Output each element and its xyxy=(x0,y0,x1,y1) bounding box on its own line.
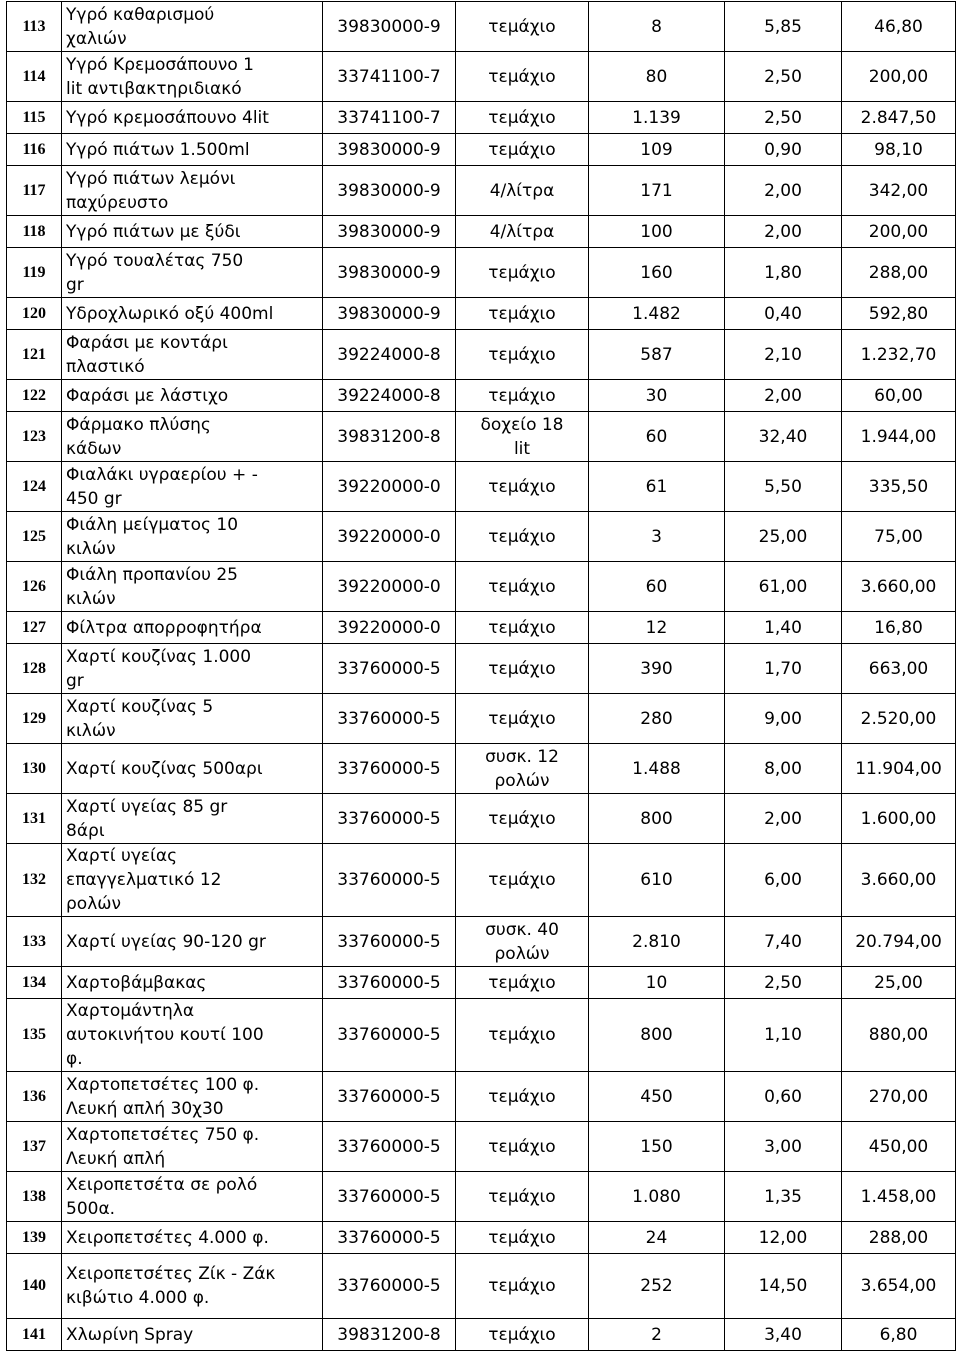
item-number: 139 xyxy=(7,1222,62,1254)
item-description: Υγρό πιάτων λεμόνι παχύρευστο xyxy=(62,166,323,216)
item-quantity: 280 xyxy=(589,694,725,744)
table-row xyxy=(7,102,956,134)
table-row xyxy=(7,216,956,248)
table-row xyxy=(7,1072,956,1122)
item-description: Φαράσι με κοντάρι πλαστικό xyxy=(62,330,323,380)
item-total: 16,80 xyxy=(842,612,956,644)
item-unit: τεμάχιο xyxy=(456,1072,589,1122)
item-number: 118 xyxy=(7,216,62,248)
item-unit-price: 0,40 xyxy=(725,298,842,330)
table-row xyxy=(7,1172,956,1222)
item-cpv-code: 39220000-0 xyxy=(323,562,456,612)
item-total: 75,00 xyxy=(842,512,956,562)
item-quantity: 60 xyxy=(589,412,725,462)
table-row xyxy=(7,844,956,917)
item-total: 3.654,00 xyxy=(842,1254,956,1319)
item-number: 141 xyxy=(7,1319,62,1351)
item-quantity: 61 xyxy=(589,462,725,512)
item-number: 123 xyxy=(7,412,62,462)
item-quantity: 24 xyxy=(589,1222,725,1254)
item-description: Υδροχλωρικό οξύ 400ml xyxy=(62,298,323,330)
item-unit: τεμάχιο xyxy=(456,462,589,512)
item-quantity: 2 xyxy=(589,1319,725,1351)
item-cpv-code: 33760000-5 xyxy=(323,1172,456,1222)
item-unit: τεμάχιο xyxy=(456,298,589,330)
item-unit-price: 12,00 xyxy=(725,1222,842,1254)
item-unit: τεμάχιο xyxy=(456,102,589,134)
table-row xyxy=(7,612,956,644)
item-unit-price: 0,90 xyxy=(725,134,842,166)
item-total: 1.944,00 xyxy=(842,412,956,462)
item-quantity: 800 xyxy=(589,999,725,1072)
item-cpv-code: 39220000-0 xyxy=(323,462,456,512)
item-unit-price: 1,10 xyxy=(725,999,842,1072)
item-description: Χαρτί κουζίνας 5 κιλών xyxy=(62,694,323,744)
item-total: 592,80 xyxy=(842,298,956,330)
item-number: 117 xyxy=(7,166,62,216)
item-unit-price: 8,00 xyxy=(725,744,842,794)
item-number: 125 xyxy=(7,512,62,562)
item-total: 1.600,00 xyxy=(842,794,956,844)
table-row xyxy=(7,1254,956,1319)
item-unit-price: 2,00 xyxy=(725,216,842,248)
item-number: 137 xyxy=(7,1122,62,1172)
item-total: 880,00 xyxy=(842,999,956,1072)
table-body xyxy=(7,2,956,1351)
item-unit-price: 6,00 xyxy=(725,844,842,917)
item-quantity: 8 xyxy=(589,2,725,52)
item-total: 6,80 xyxy=(842,1319,956,1351)
item-number: 135 xyxy=(7,999,62,1072)
item-quantity: 1.482 xyxy=(589,298,725,330)
item-cpv-code: 39830000-9 xyxy=(323,298,456,330)
item-number: 124 xyxy=(7,462,62,512)
item-quantity: 100 xyxy=(589,216,725,248)
item-description: Υγρό πιάτων 1.500ml xyxy=(62,134,323,166)
item-description: Χαρτοπετσέτες 750 φ. Λευκή απλή xyxy=(62,1122,323,1172)
item-description: Υγρό κρεμοσάπουνο 4lit xyxy=(62,102,323,134)
item-cpv-code: 33760000-5 xyxy=(323,1072,456,1122)
table-row xyxy=(7,744,956,794)
item-number: 136 xyxy=(7,1072,62,1122)
item-unit: 4/λίτρα xyxy=(456,216,589,248)
item-quantity: 30 xyxy=(589,380,725,412)
item-number: 114 xyxy=(7,52,62,102)
item-cpv-code: 39224000-8 xyxy=(323,380,456,412)
item-unit: τεμάχιο xyxy=(456,694,589,744)
item-total: 1.232,70 xyxy=(842,330,956,380)
item-unit: τεμάχιο xyxy=(456,1254,589,1319)
item-total: 60,00 xyxy=(842,380,956,412)
item-total: 25,00 xyxy=(842,967,956,999)
item-unit-price: 1,35 xyxy=(725,1172,842,1222)
item-unit-price: 3,40 xyxy=(725,1319,842,1351)
table-row xyxy=(7,134,956,166)
item-unit: τεμάχιο xyxy=(456,844,589,917)
item-number: 127 xyxy=(7,612,62,644)
table-row xyxy=(7,330,956,380)
item-unit: τεμάχιο xyxy=(456,644,589,694)
item-description: Υγρό τουαλέτας 750 gr xyxy=(62,248,323,298)
item-cpv-code: 39220000-0 xyxy=(323,512,456,562)
item-cpv-code: 33760000-5 xyxy=(323,967,456,999)
item-quantity: 109 xyxy=(589,134,725,166)
item-unit: τεμάχιο xyxy=(456,612,589,644)
item-cpv-code: 33760000-5 xyxy=(323,1222,456,1254)
item-cpv-code: 39224000-8 xyxy=(323,330,456,380)
item-quantity: 390 xyxy=(589,644,725,694)
item-number: 122 xyxy=(7,380,62,412)
item-unit-price: 2,50 xyxy=(725,52,842,102)
table-row xyxy=(7,562,956,612)
item-description: Χλωρίνη Spray xyxy=(62,1319,323,1351)
item-quantity: 10 xyxy=(589,967,725,999)
item-number: 134 xyxy=(7,967,62,999)
item-quantity: 587 xyxy=(589,330,725,380)
item-quantity: 610 xyxy=(589,844,725,917)
table-row xyxy=(7,298,956,330)
table-row xyxy=(7,380,956,412)
item-quantity: 80 xyxy=(589,52,725,102)
item-quantity: 252 xyxy=(589,1254,725,1319)
item-cpv-code: 33760000-5 xyxy=(323,917,456,967)
item-unit-price: 61,00 xyxy=(725,562,842,612)
item-unit: τεμάχιο xyxy=(456,562,589,612)
item-total: 342,00 xyxy=(842,166,956,216)
item-unit-price: 1,40 xyxy=(725,612,842,644)
item-unit-price: 2,00 xyxy=(725,380,842,412)
item-total: 450,00 xyxy=(842,1122,956,1172)
item-description: Φιαλάκι υγραερίου + - 450 gr xyxy=(62,462,323,512)
item-cpv-code: 33760000-5 xyxy=(323,844,456,917)
item-description: Χαρτί κουζίνας 500αρι xyxy=(62,744,323,794)
table-row xyxy=(7,462,956,512)
item-cpv-code: 33741100-7 xyxy=(323,102,456,134)
item-cpv-code: 33760000-5 xyxy=(323,794,456,844)
item-unit: δοχείο 18 lit xyxy=(456,412,589,462)
item-unit: τεμάχιο xyxy=(456,1319,589,1351)
item-unit: τεμάχιο xyxy=(456,380,589,412)
table-row xyxy=(7,512,956,562)
item-unit: τεμάχιο xyxy=(456,2,589,52)
item-unit: τεμάχιο xyxy=(456,1122,589,1172)
item-quantity: 160 xyxy=(589,248,725,298)
item-unit: τεμάχιο xyxy=(456,967,589,999)
item-unit-price: 5,85 xyxy=(725,2,842,52)
item-number: 132 xyxy=(7,844,62,917)
item-unit-price: 2,10 xyxy=(725,330,842,380)
item-cpv-code: 33760000-5 xyxy=(323,744,456,794)
item-description: Χαρτοβάμβακας xyxy=(62,967,323,999)
item-description: Φίλτρα απορροφητήρα xyxy=(62,612,323,644)
items-table xyxy=(6,1,956,1351)
item-unit: τεμάχιο xyxy=(456,52,589,102)
item-total: 288,00 xyxy=(842,248,956,298)
item-total: 46,80 xyxy=(842,2,956,52)
item-quantity: 800 xyxy=(589,794,725,844)
item-unit: συσκ. 12 ρολών xyxy=(456,744,589,794)
item-number: 130 xyxy=(7,744,62,794)
table-row xyxy=(7,999,956,1072)
item-cpv-code: 39830000-9 xyxy=(323,134,456,166)
item-description: Χαρτί υγείας 85 gr 8άρι xyxy=(62,794,323,844)
item-cpv-code: 33760000-5 xyxy=(323,999,456,1072)
item-unit-price: 1,80 xyxy=(725,248,842,298)
item-cpv-code: 33760000-5 xyxy=(323,644,456,694)
item-unit: τεμάχιο xyxy=(456,134,589,166)
item-description: Χαρτί κουζίνας 1.000 gr xyxy=(62,644,323,694)
item-cpv-code: 39830000-9 xyxy=(323,2,456,52)
item-unit-price: 9,00 xyxy=(725,694,842,744)
item-quantity: 1.139 xyxy=(589,102,725,134)
item-unit-price: 32,40 xyxy=(725,412,842,462)
item-quantity: 171 xyxy=(589,166,725,216)
item-total: 663,00 xyxy=(842,644,956,694)
table-row xyxy=(7,52,956,102)
item-number: 133 xyxy=(7,917,62,967)
table-row xyxy=(7,166,956,216)
item-total: 2.847,50 xyxy=(842,102,956,134)
item-description: Υγρό πιάτων με ξύδι xyxy=(62,216,323,248)
item-quantity: 3 xyxy=(589,512,725,562)
item-description: Χαρτοπετσέτες 100 φ. Λευκή απλή 30χ30 xyxy=(62,1072,323,1122)
table-row xyxy=(7,248,956,298)
item-cpv-code: 39830000-9 xyxy=(323,216,456,248)
item-total: 1.458,00 xyxy=(842,1172,956,1222)
item-description: Φάρμακο πλύσης κάδων xyxy=(62,412,323,462)
table-row xyxy=(7,694,956,744)
item-total: 20.794,00 xyxy=(842,917,956,967)
item-description: Χαρτομάντηλα αυτοκινήτου κουτί 100 φ. xyxy=(62,999,323,1072)
item-unit: τεμάχιο xyxy=(456,794,589,844)
item-unit-price: 2,00 xyxy=(725,794,842,844)
item-number: 116 xyxy=(7,134,62,166)
item-unit-price: 0,60 xyxy=(725,1072,842,1122)
item-total: 270,00 xyxy=(842,1072,956,1122)
item-unit-price: 5,50 xyxy=(725,462,842,512)
item-quantity: 2.810 xyxy=(589,917,725,967)
item-cpv-code: 33741100-7 xyxy=(323,52,456,102)
item-description: Φιάλη προπανίου 25 κιλών xyxy=(62,562,323,612)
item-total: 3.660,00 xyxy=(842,844,956,917)
item-unit: τεμάχιο xyxy=(456,512,589,562)
item-quantity: 450 xyxy=(589,1072,725,1122)
item-cpv-code: 39830000-9 xyxy=(323,248,456,298)
item-quantity: 1.488 xyxy=(589,744,725,794)
item-cpv-code: 39220000-0 xyxy=(323,612,456,644)
item-total: 335,50 xyxy=(842,462,956,512)
item-number: 115 xyxy=(7,102,62,134)
item-description: Φιάλη μείγματος 10 κιλών xyxy=(62,512,323,562)
item-quantity: 1.080 xyxy=(589,1172,725,1222)
item-unit-price: 1,70 xyxy=(725,644,842,694)
item-total: 200,00 xyxy=(842,216,956,248)
table-row xyxy=(7,1222,956,1254)
item-cpv-code: 39830000-9 xyxy=(323,166,456,216)
item-unit-price: 7,40 xyxy=(725,917,842,967)
item-cpv-code: 39831200-8 xyxy=(323,1319,456,1351)
table-row xyxy=(7,412,956,462)
item-number: 121 xyxy=(7,330,62,380)
item-number: 126 xyxy=(7,562,62,612)
table-row xyxy=(7,794,956,844)
item-total: 288,00 xyxy=(842,1222,956,1254)
item-unit-price: 14,50 xyxy=(725,1254,842,1319)
table-row xyxy=(7,2,956,52)
item-cpv-code: 33760000-5 xyxy=(323,1122,456,1172)
item-cpv-code: 33760000-5 xyxy=(323,1254,456,1319)
item-description: Υγρό Κρεμοσάπουνο 1 lit αντιβακτηριδιακό xyxy=(62,52,323,102)
item-unit: τεμάχιο xyxy=(456,1172,589,1222)
item-quantity: 150 xyxy=(589,1122,725,1172)
item-number: 119 xyxy=(7,248,62,298)
item-number: 113 xyxy=(7,2,62,52)
item-unit-price: 2,50 xyxy=(725,102,842,134)
item-unit-price: 25,00 xyxy=(725,512,842,562)
item-description: Χαρτί υγείας επαγγελματικό 12 ρολών xyxy=(62,844,323,917)
item-number: 131 xyxy=(7,794,62,844)
item-unit-price: 2,50 xyxy=(725,967,842,999)
item-unit: 4/λίτρα xyxy=(456,166,589,216)
item-description: Χειροπετσέτες Ζίκ - Ζάκ κιβώτιο 4.000 φ. xyxy=(62,1254,323,1319)
item-quantity: 60 xyxy=(589,562,725,612)
item-unit-price: 2,00 xyxy=(725,166,842,216)
table-row xyxy=(7,1122,956,1172)
item-total: 200,00 xyxy=(842,52,956,102)
item-total: 98,10 xyxy=(842,134,956,166)
table-row xyxy=(7,917,956,967)
item-number: 140 xyxy=(7,1254,62,1319)
table-row xyxy=(7,1319,956,1351)
item-number: 128 xyxy=(7,644,62,694)
item-unit: συσκ. 40 ρολών xyxy=(456,917,589,967)
table-row xyxy=(7,644,956,694)
item-unit: τεμάχιο xyxy=(456,330,589,380)
item-total: 2.520,00 xyxy=(842,694,956,744)
item-number: 138 xyxy=(7,1172,62,1222)
item-quantity: 12 xyxy=(589,612,725,644)
item-description: Χειροπετσέτες 4.000 φ. xyxy=(62,1222,323,1254)
item-total: 3.660,00 xyxy=(842,562,956,612)
item-description: Υγρό καθαρισμού χαλιών xyxy=(62,2,323,52)
item-description: Φαράσι με λάστιχο xyxy=(62,380,323,412)
item-cpv-code: 33760000-5 xyxy=(323,694,456,744)
item-number: 120 xyxy=(7,298,62,330)
table-row xyxy=(7,967,956,999)
item-description: Χειροπετσέτα σε ρολό 500α. xyxy=(62,1172,323,1222)
item-number: 129 xyxy=(7,694,62,744)
item-unit-price: 3,00 xyxy=(725,1122,842,1172)
item-unit: τεμάχιο xyxy=(456,1222,589,1254)
item-cpv-code: 39831200-8 xyxy=(323,412,456,462)
item-description: Χαρτί υγείας 90-120 gr xyxy=(62,917,323,967)
item-unit: τεμάχιο xyxy=(456,248,589,298)
item-unit: τεμάχιο xyxy=(456,999,589,1072)
item-total: 11.904,00 xyxy=(842,744,956,794)
